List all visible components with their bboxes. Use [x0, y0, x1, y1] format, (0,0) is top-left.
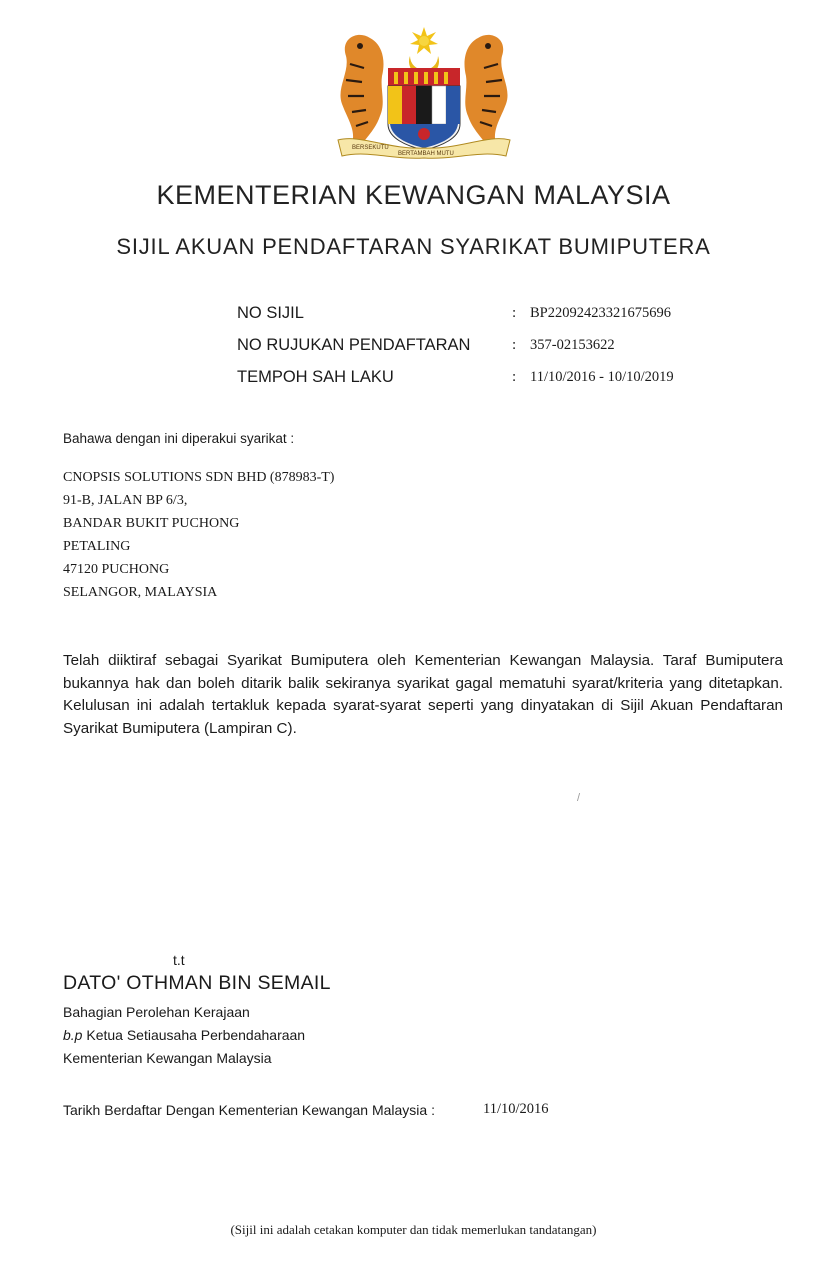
field-colon: : — [512, 369, 517, 385]
stray-mark: / — [577, 792, 581, 804]
registration-date-label: Tarikh Berdaftar Dengan Kementerian Kewangan Malaysia : — [63, 1102, 435, 1118]
left-tiger-icon — [340, 35, 383, 144]
field-value-tempoh: 11/10/2016 - 10/10/2019 — [530, 369, 674, 385]
shield-icon — [388, 68, 460, 150]
tt-mark: t.t — [173, 952, 185, 968]
field-label-no-sijil: NO SIJIL — [237, 304, 304, 322]
signatory-name: DATO' OTHMAN BIN SEMAIL — [63, 972, 331, 994]
coat-of-arms-crest-icon — [330, 24, 518, 159]
field-colon: : — [512, 337, 517, 353]
signatory-on-behalf — [63, 1027, 305, 1043]
company-name: CNOPSIS SOLUTIONS SDN BHD (878983-T) — [63, 470, 335, 485]
address-line: BANDAR BUKIT PUCHONG — [63, 516, 240, 531]
footer-note: (Sijil ini adalah cetakan komputer dan tidak memerlukan tandatangan) — [230, 1222, 597, 1237]
svg-text:BERTAMBAH MUTU: BERTAMBAH MUTU — [398, 151, 454, 157]
field-value-no-rujukan: 357-02153622 — [530, 337, 615, 353]
address-line: 91-B, JALAN BP 6/3, — [63, 493, 188, 508]
field-colon: : — [512, 305, 517, 321]
address-line: 47120 PUCHONG — [63, 562, 170, 577]
intro-text: Bahawa dengan ini diperakui syarikat : — [63, 431, 295, 446]
right-tiger-icon — [465, 35, 508, 144]
field-label-tempoh: TEMPOH SAH LAKU — [237, 368, 394, 386]
registration-date-value: 11/10/2016 — [483, 1101, 549, 1117]
address-line: SELANGOR, MALAYSIA — [63, 585, 218, 600]
field-label-no-rujukan: NO RUJUKAN PENDAFTARAN — [237, 336, 471, 354]
signatory-department: Bahagian Perolehan Kerajaan — [63, 1004, 250, 1020]
certification-statement: Telah diiktiraf sebagai Syarikat Bumiputera oleh Kementerian Kewangan Malaysia. Taraf Bumiputera bukannya hak dan boleh ditarik balik sekiranya syarikat gagal mematuhi syarat/kriteria yang ditetapkan. Kelulusan ini adalah tertakluk kepada syarat-syarat seperti yang dinyatakan di Sijil Akuan Pendaftaran Syarikat Bumiputera (Lampiran C). — [63, 652, 783, 737]
address-line: PETALING — [63, 539, 131, 554]
certificate-title: SIJIL AKUAN PENDAFTARAN SYARIKAT BUMIPUTERA — [116, 234, 711, 259]
svg-text:BERSEKUTU: BERSEKUTU — [352, 145, 389, 151]
ministry-title: KEMENTERIAN KEWANGAN MALAYSIA — [156, 180, 671, 210]
on-behalf-prefix: b.p — [63, 1027, 83, 1043]
field-value-no-sijil: BP22092423321675696 — [530, 305, 671, 321]
on-behalf-title: Ketua Setiausaha Perbendaharaan — [86, 1027, 306, 1043]
signatory-ministry: Kementerian Kewangan Malaysia — [63, 1050, 272, 1066]
